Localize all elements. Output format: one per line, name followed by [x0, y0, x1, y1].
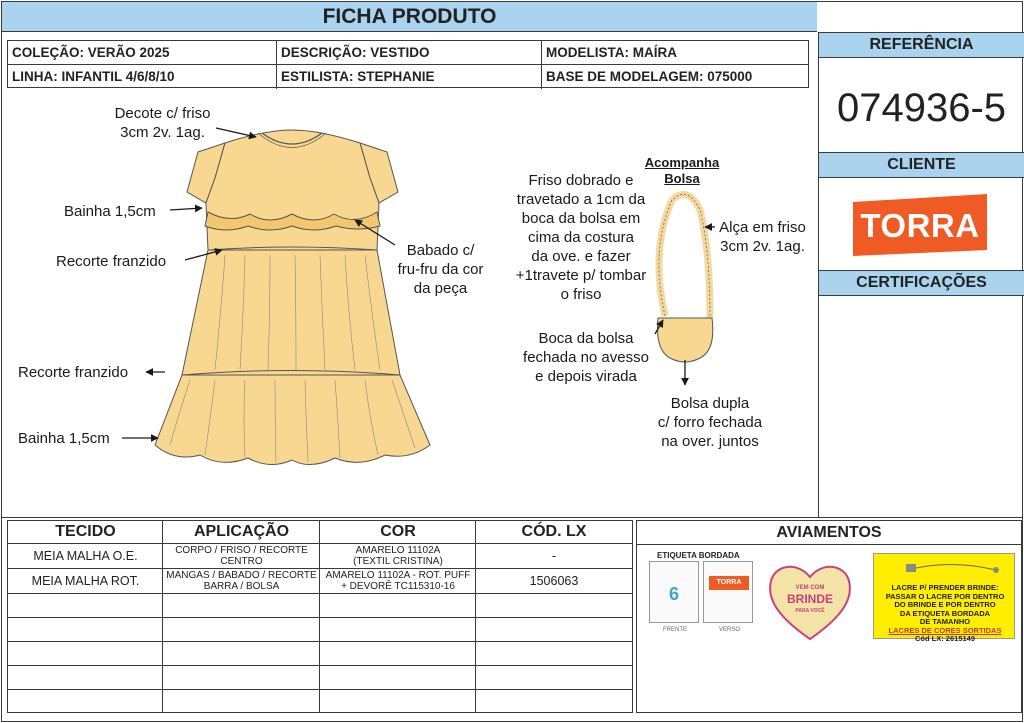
referencia-value: 074936-5 [836, 86, 1007, 130]
note-recorte-top: Recorte franzido [56, 253, 167, 270]
note-bolsa-dupla [630, 394, 790, 451]
aviamentos-title: AVIAMENTOS [637, 521, 1021, 545]
note-friso-line1: Friso dobrado e [528, 172, 634, 189]
lacre-text [876, 584, 1014, 644]
row1-aplicacao: CORPO / FRISO / RECORTE CENTRO [175, 545, 308, 567]
note-babado-line2: fru-fru da cor [397, 261, 484, 278]
lacre-line2: PASSAR O LACRE POR DENTRO [885, 591, 1005, 601]
header-tecido: TECIDO [55, 523, 116, 540]
note-bainha-top: Bainha 1,5cm [64, 203, 156, 220]
certificacoes-label: CERTIFICAÇÕES [819, 270, 1024, 296]
cliente-label: CLIENTE [819, 152, 1024, 178]
note-alca [705, 218, 820, 256]
note-bolsa-dupla-line2: c/ forro fechada [657, 414, 763, 431]
note-friso-line6: +1travete p/ tombar [515, 267, 647, 284]
note-alca-line2: 3cm 2v. 1ag. [720, 238, 805, 255]
row2-cod-lx: 1506063 [529, 575, 579, 588]
brinde-heart [765, 559, 855, 643]
etiqueta-label: ETIQUETA BORDADA [657, 551, 740, 560]
note-friso-line2: travetado a 1cm da [516, 191, 646, 208]
lacre-note [873, 553, 1015, 643]
lacre-line3: DO BRINDE E POR DENTRO [894, 600, 996, 609]
note-boca [506, 329, 666, 386]
note-babado [378, 241, 503, 298]
fabric-table [7, 520, 633, 713]
lacre-line5: DE TAMANHO [919, 617, 971, 626]
lacre-line4: DA ETIQUETA BORDADA [899, 608, 991, 618]
row-line [8, 543, 632, 544]
note-boca-line1: Boca da bolsa [538, 330, 634, 347]
etiqueta-verso-card [703, 561, 753, 623]
row2-tecido: MEIA MALHA ROT. [31, 575, 140, 588]
note-boca-line3: e depois virada [535, 368, 637, 385]
etiqueta-size: 6 [668, 584, 679, 604]
row-line [8, 617, 632, 618]
etiqueta-frente-card [649, 561, 699, 623]
lacre-cod: Cód LX: 2615149 [914, 634, 976, 643]
note-recorte-bottom: Recorte franzido [18, 364, 129, 381]
verso-label: VERSO [719, 627, 741, 633]
lacre-line1: LACRE P/ PRENDER BRINDE: [891, 583, 999, 592]
torra-logo-text: TORRA [860, 207, 980, 244]
page-title: FICHA PRODUTO [2, 2, 817, 32]
row-line [8, 665, 632, 666]
note-bolsa-dupla-line1: Bolsa dupla [670, 395, 750, 412]
note-friso [496, 171, 666, 304]
heart-line1: VEM COM [795, 585, 825, 591]
note-friso-line3: boca da bolsa em [521, 210, 641, 227]
row1-cor: AMARELO 11102A (TEXTIL CRISTINA) [353, 545, 443, 567]
modelista-field: MODELISTA: MAÍRA [546, 45, 677, 60]
verso-logo: TORRA [709, 576, 749, 590]
lacre-icon [904, 560, 1004, 578]
row2-aplicacao: MANGAS / BABADO / RECORTE BARRA / BOLSA [166, 570, 317, 592]
row-line [8, 568, 632, 569]
note-acompanha-line1: Acompanha [644, 155, 720, 170]
note-babado-line3: da peça [413, 280, 468, 297]
note-friso-line4: cima da costura [528, 229, 634, 246]
note-friso-line5: da ove. e fazer [531, 248, 631, 265]
base-modelagem-field: BASE DE MODELAGEM: 075000 [546, 69, 753, 84]
heart-line2: BRINDE [786, 592, 834, 606]
frente-label: FRENTE [663, 627, 687, 633]
note-alca-line1: Alça em friso [719, 219, 806, 236]
linha-field: LINHA: INFANTIL 4/6/8/10 [8, 65, 277, 89]
row-line [8, 593, 632, 594]
row1-tecido: MEIA MALHA O.E. [33, 550, 138, 563]
aviamentos-panel [636, 520, 1022, 713]
heart-line3: PARA VOCÊ [795, 608, 825, 614]
note-decote-line2: 3cm 2v. 1ag. [120, 124, 205, 141]
note-boca-line2: fechada no avesso [523, 349, 649, 366]
torra-logo [853, 194, 987, 256]
referencia-label: REFERÊNCIA [819, 32, 1024, 58]
note-bolsa-dupla-line3: na over. juntos [661, 433, 759, 450]
note-decote [100, 104, 225, 142]
note-decote-line1: Decote c/ friso [114, 105, 211, 122]
row1-cod-lx: - [551, 550, 557, 563]
lacre-red-line: LACRES DE CORES SORTIDAS [888, 625, 1002, 635]
header-cod-lx: CÓD. LX [521, 523, 587, 540]
row-line [8, 641, 632, 642]
note-babado-line1: Babado c/ [406, 242, 475, 259]
estilista-field: ESTILISTA: STEPHANIE [277, 65, 542, 89]
note-friso-line7: o friso [560, 286, 602, 303]
row-line [8, 689, 632, 690]
descricao-field: DESCRIÇÃO: VESTIDO [277, 41, 542, 65]
colecao-field: COLEÇÃO: VERÃO 2025 [8, 41, 277, 65]
bottom-separator [2, 517, 1022, 518]
row2-cor: AMARELO 11102A - ROT. PUFF + DEVORÊ TC115310-16 [325, 570, 471, 592]
note-bainha-bottom: Bainha 1,5cm [18, 430, 110, 447]
header-cor: COR [380, 523, 416, 540]
header-aplicacao: APLICAÇÃO [193, 523, 290, 540]
right-panel [818, 32, 1023, 518]
note-acompanha-line2: Bolsa [664, 171, 700, 186]
